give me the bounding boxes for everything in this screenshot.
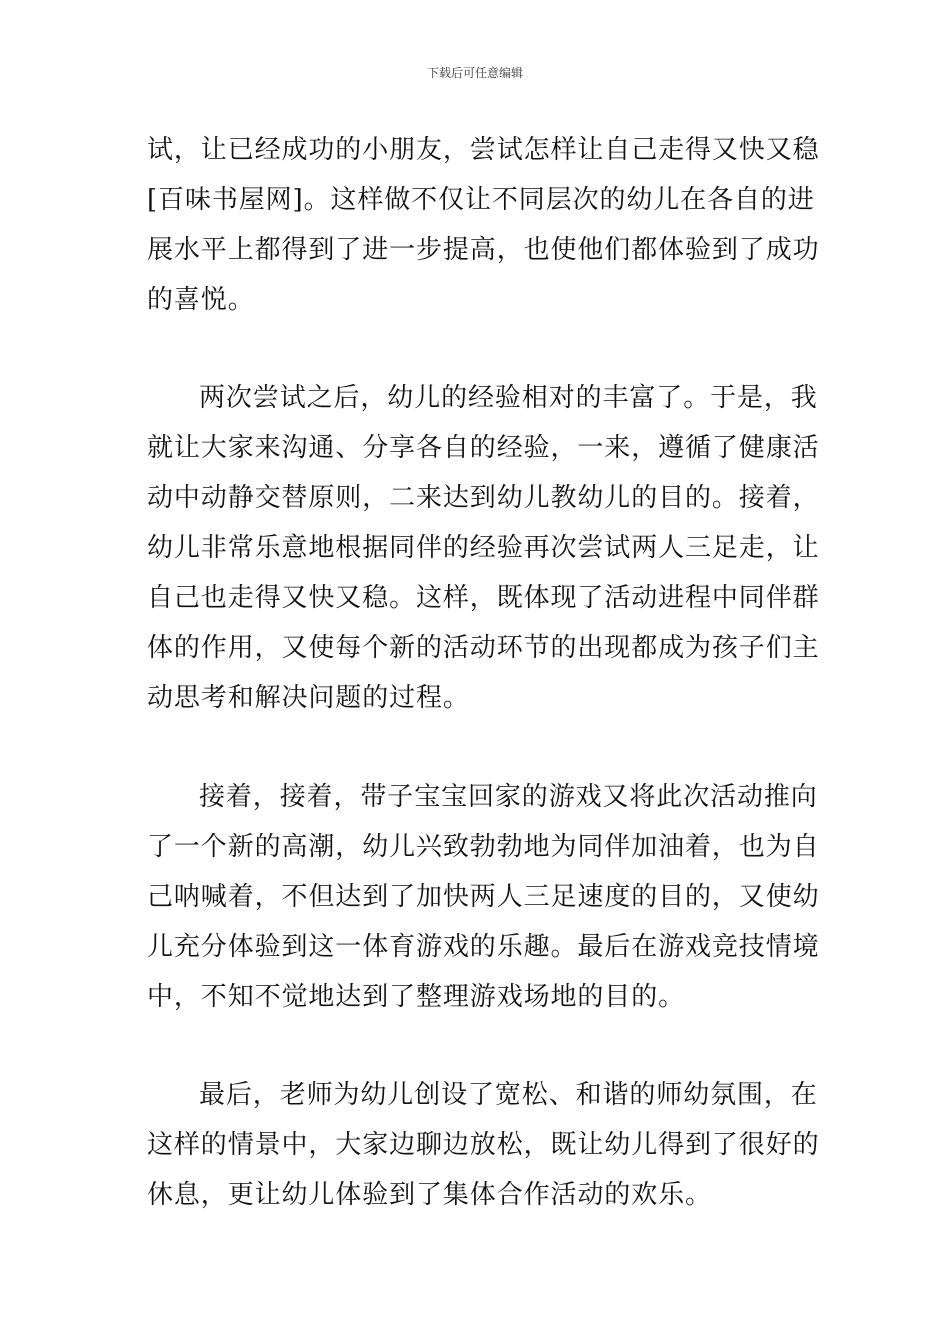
- text-line: 幼儿非常乐意地根据同伴的经验再次尝试两人三足走，让: [147, 533, 820, 563]
- paragraph-finally: [147, 1070, 820, 1220]
- text-line: 接着，接着，带子宝宝回家的游戏又将此次活动推向: [199, 782, 818, 812]
- text-line: 两次尝试之后，幼儿的经验相对的丰富了。于是，我: [199, 383, 818, 413]
- text-line: 最后，老师为幼儿创设了宽松、和谐的师幼氛围，在: [199, 1080, 818, 1110]
- text-line: 就让大家来沟通、分享各自的经验，一来，遵循了健康活: [147, 433, 820, 463]
- text-line: 展水平上都得到了进一步提高，也使他们都体验到了成功: [147, 235, 820, 265]
- text-line: 动中动静交替原则，二来达到幼儿教幼儿的目的。接着，: [147, 483, 820, 513]
- text-line: 了一个新的高潮，幼儿兴致勃勃地为同伴加油着，也为自: [147, 832, 820, 862]
- text-line: 自己也走得又快又稳。这样，既体现了活动进程中同伴群: [147, 583, 820, 613]
- text-line: 试，让已经成功的小朋友，尝试怎样让自己走得又快又稳: [147, 135, 820, 165]
- paragraph-continuation: [147, 125, 820, 325]
- paragraph-next-game: [147, 772, 820, 1022]
- text-line: [百味书屋网]。这样做不仅让不同层次的幼儿在各自的进: [147, 185, 815, 215]
- text-line: 动思考和解决问题的过程。: [147, 683, 470, 713]
- text-line: 这样的情景中，大家边聊边放松，既让幼儿得到了很好的: [147, 1130, 820, 1160]
- paragraph-two-attempts: [147, 373, 820, 723]
- text-line: 中，不知不觉地达到了整理游戏场地的目的。: [147, 982, 686, 1012]
- text-line: 儿充分体验到这一体育游戏的乐趣。最后在游戏竞技情境: [147, 932, 820, 962]
- text-line: 己呐喊着，不但达到了加快两人三足速度的目的，又使幼: [147, 882, 820, 912]
- text-line: 的喜悦。: [147, 285, 255, 315]
- text-line: 休息，更让幼儿体验到了集体合作活动的欢乐。: [147, 1180, 712, 1210]
- text-line: 体的作用，又使每个新的活动环节的出现都成为孩子们主: [147, 633, 820, 663]
- page-header: 下载后可任意编辑: [426, 66, 523, 80]
